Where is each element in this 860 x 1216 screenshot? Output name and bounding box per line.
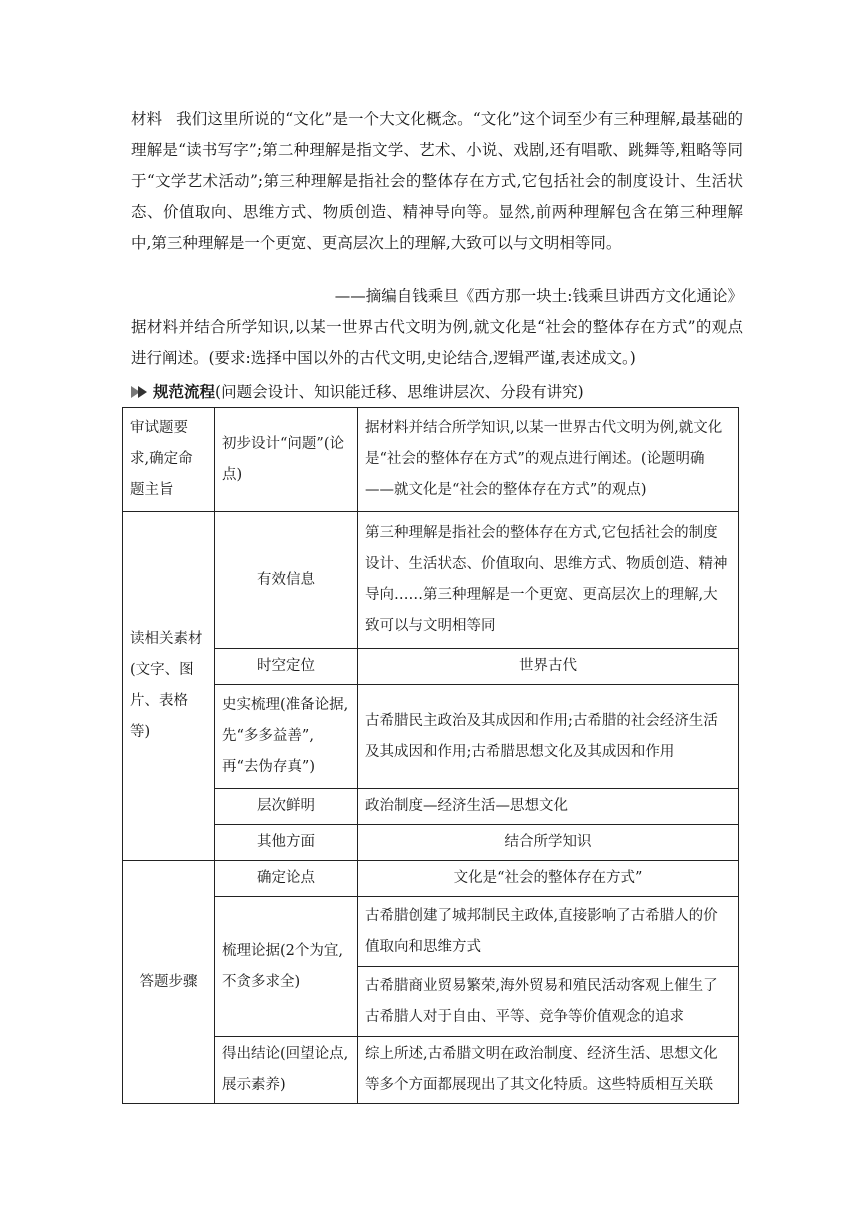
step-content: 第三种理解是指社会的整体存在方式,它包括社会的制度设计、生活状态、价值取向、思维方式、物质创造、精神导向……第三种理解是一个更宽、更高层次上的理解,大致可以与文明相等同	[358, 512, 739, 649]
section-heading	[131, 381, 584, 403]
step-label: 确定论点	[215, 861, 358, 897]
group-label: 答题步骤	[123, 861, 215, 1104]
table-row	[123, 512, 739, 649]
step-content: 世界古代	[358, 649, 739, 685]
step-content: 古希腊民主政治及其成因和作用;古希腊的社会经济生活及其成因和作用;古希腊思想文化及其成因和作用	[358, 685, 739, 789]
step-label: 梳理论据(2个为宜,不贪多求全)	[215, 897, 358, 1037]
table-row	[123, 685, 739, 789]
arrow-icon	[138, 386, 147, 398]
section-title: 规范流程	[153, 383, 216, 401]
table-row	[123, 1037, 739, 1104]
material-attribution: ——摘编自钱乘旦《西方那一块土:钱乘旦讲西方文化通论》	[334, 287, 743, 305]
section-subtitle: (问题会设计、知识能迁移、思维讲层次、分段有讲究)	[215, 383, 584, 401]
table-row	[123, 825, 739, 861]
step-label: 有效信息	[215, 512, 358, 649]
table-row	[123, 649, 739, 685]
step-content: 结合所学知识	[358, 825, 739, 861]
step-content: 政治制度—经济生活—思想文化	[358, 789, 739, 825]
material-text: 我们这里所说的“文化”是一个大文化概念。“文化”这个词至少有三种理解,最基础的理解是“读书写字”;第二种理解是指文学、艺术、小说、戏剧,还有唱歌、跳舞等,粗略等同于“文学艺术活动”;第三种理解是指社会的整体存在方式,它包括社会的制度设计、生活状态、价值取向、思维方式、物质创造、精神导向等。显然,前两种理解包含在第三种理解中,第三种理解是一个更宽、更高层次上的理解,大致可以与文明相等同。	[131, 110, 743, 252]
step-content	[358, 1037, 739, 1104]
step-content: 据材料并结合所学知识,以某一世界古代文明为例,就文化是“社会的整体存在方式”的观点进行阐述。(论题明确——就文化是“社会的整体存在方式”的观点)	[358, 408, 739, 512]
question-text: 据材料并结合所学知识,以某一世界古代文明为例,就文化是“社会的整体存在方式”的观点进行阐述。(要求:选择中国以外的古代文明,史论结合,逻辑严谨,表述成文。)	[131, 318, 743, 367]
step-label: 其他方面	[215, 825, 358, 861]
procedure-table	[122, 407, 739, 1104]
table-row	[123, 861, 739, 897]
step-label: 时空定位	[215, 649, 358, 685]
step-content-text: 综上所述,古希腊文明在政治制度、经济生活、思想文化等多个方面都展现出了其文化特质。这些特质相互关联	[365, 1046, 718, 1093]
step-label: 初步设计“问题”(论点)	[215, 408, 358, 512]
table-row	[123, 897, 739, 967]
step-content: 文化是“社会的整体存在方式”	[358, 861, 739, 897]
step-label: 层次鲜明	[215, 789, 358, 825]
step-label: 史实梳理(准备论据,先“多多益善”,再“去伪存真”)	[215, 685, 358, 789]
table-row	[123, 789, 739, 825]
group-label: 审试题要求,确定命题主旨	[123, 408, 215, 512]
step-content: 古希腊创建了城邦制民主政体,直接影响了古希腊人的价值取向和思维方式	[358, 897, 739, 967]
group-label: 读相关素材(文字、图片、表格等)	[123, 512, 215, 861]
table-row	[123, 408, 739, 512]
material-label: 材料	[131, 110, 163, 128]
material-paragraph	[131, 104, 743, 259]
step-content: 古希腊商业贸易繁荣,海外贸易和殖民活动客观上催生了古希腊人对于自由、平等、竞争等价值观念的追求	[358, 967, 739, 1037]
step-label: 得出结论(回望论点,展示素养)	[215, 1037, 358, 1104]
